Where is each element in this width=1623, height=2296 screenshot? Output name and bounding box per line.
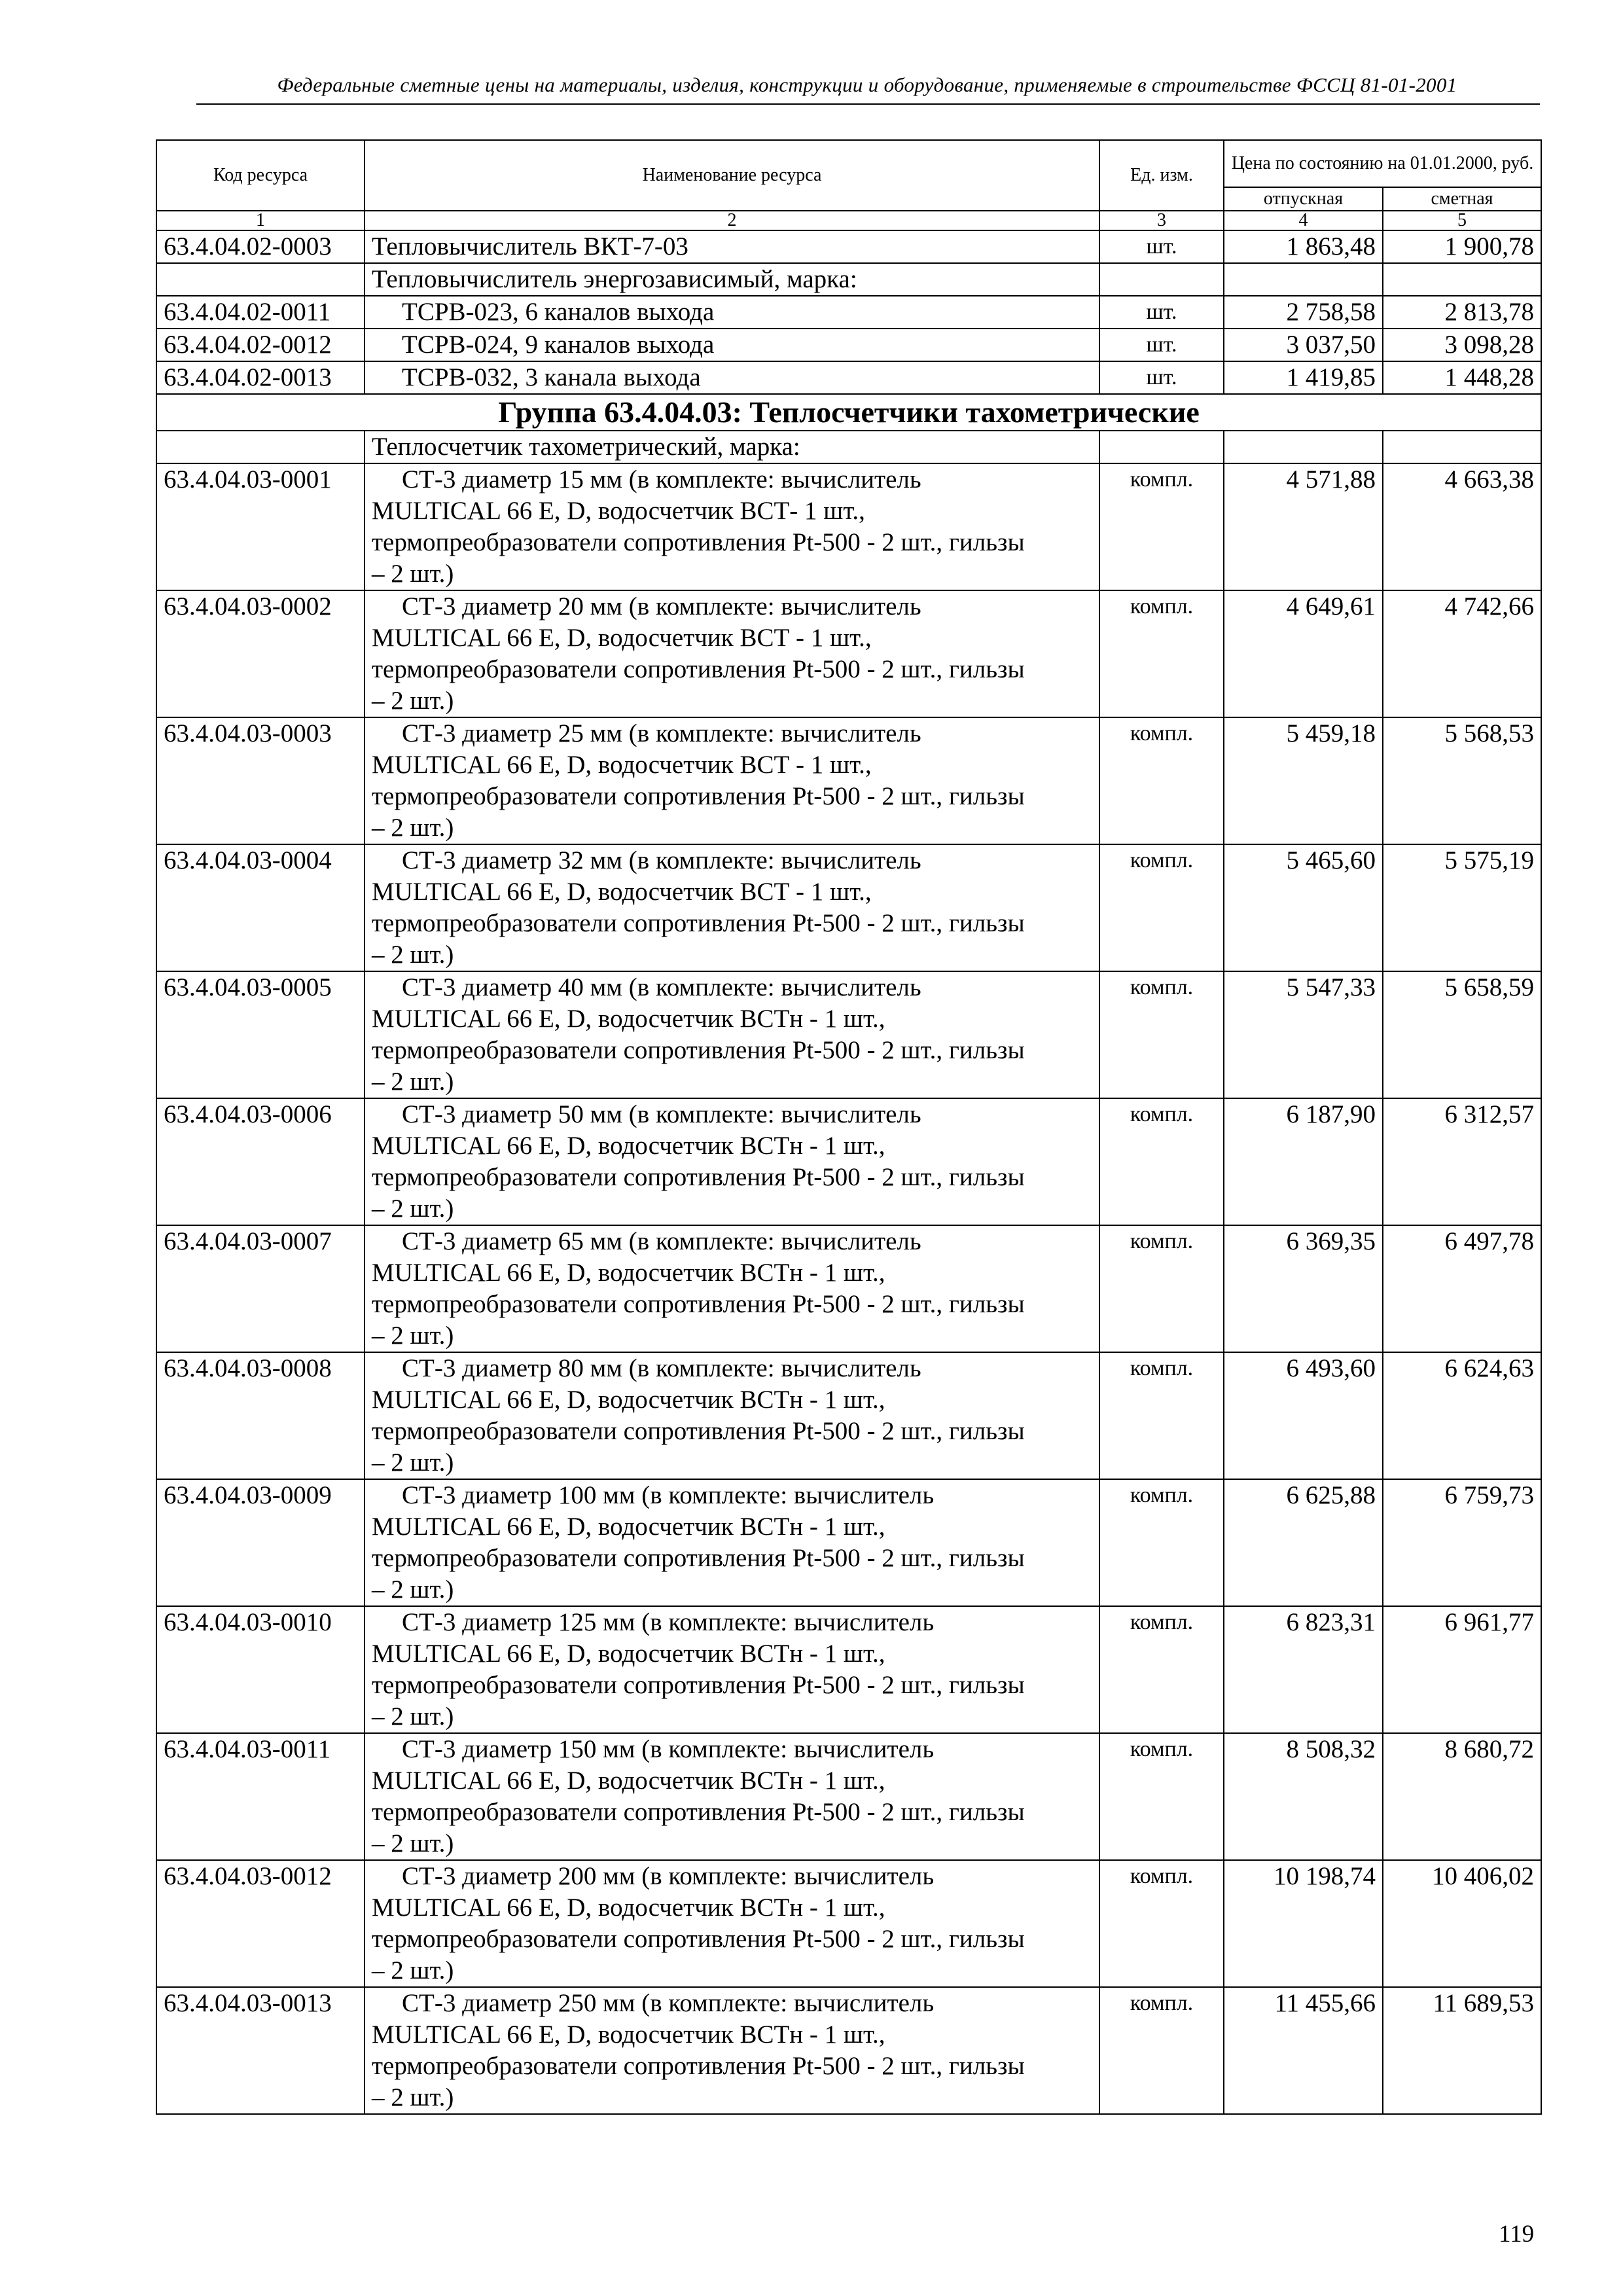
name-line: СТ-3 диаметр 65 мм (в комплекте: вычислитель [402,1227,921,1255]
running-header: Федеральные сметные цены на материалы, изделия, конструкции и оборудование, применяемые в строительстве ФССЦ 81-01-2001 [277,73,1457,96]
col-header-unit: Ед. изм. [1099,140,1224,211]
name-line: MULTICAL 66 E, D, водосчетчик ВСТн - 1 шт., [372,1893,885,1922]
table-row [156,1733,1541,1860]
column-number: 2 [365,211,1099,230]
resource-code: 63.4.04.03-0005 [156,971,365,1098]
resource-name: ТСРВ-024, 9 каналов выхода [365,329,1099,361]
release-price: 3 037,50 [1224,329,1383,361]
unit-cell: компл. [1099,844,1224,971]
column-number: 3 [1099,211,1224,230]
group-title-row [156,394,1541,431]
resource-code: 63.4.04.03-0011 [156,1733,365,1860]
table-row [156,1606,1541,1733]
table-row [156,1860,1541,1987]
estimate-price: 6 961,77 [1383,1606,1541,1733]
estimate-price: 5 658,59 [1383,971,1541,1098]
release-price: 6 823,31 [1224,1606,1383,1733]
name-line: MULTICAL 66 E, D, водосчетчик ВСТн - 1 шт., [372,1259,885,1287]
column-number-row [156,211,1541,230]
resource-name [365,1225,1099,1352]
subheading: Тепловычислитель энергозависимый, марка: [365,263,1099,296]
resource-code: 63.4.04.03-0006 [156,1098,365,1225]
name-line: термопреобразователи сопротивления Pt-500 - 2 шт., гильзы [372,655,1025,683]
resource-code: 63.4.04.02-0003 [156,230,365,263]
release-price: 11 455,66 [1224,1987,1383,2114]
unit-cell: компл. [1099,1225,1224,1352]
resource-name [365,717,1099,844]
name-line: термопреобразователи сопротивления Pt-500 - 2 шт., гильзы [372,1798,1025,1826]
resource-name [365,971,1099,1098]
resource-name [365,1479,1099,1606]
name-line: СТ-3 диаметр 40 мм (в комплекте: вычислитель [402,973,921,1001]
name-line: – 2 шт.) [372,560,454,588]
name-line: – 2 шт.) [372,1956,454,1984]
estimate-price: 6 312,57 [1383,1098,1541,1225]
name-line: термопреобразователи сопротивления Pt-500 - 2 шт., гильзы [372,1290,1025,1318]
name-line: – 2 шт.) [372,814,454,842]
release-price: 6 187,90 [1224,1098,1383,1225]
column-number: 5 [1383,211,1541,230]
page-number: 119 [1499,2221,1535,2248]
resource-code: 63.4.04.03-0012 [156,1860,365,1987]
release-price: 5 465,60 [1224,844,1383,971]
estimate-price: 11 689,53 [1383,1987,1541,2114]
table-row [156,717,1541,844]
name-line: – 2 шт.) [372,1321,454,1350]
name-line: MULTICAL 66 E, D, водосчетчик ВСТн - 1 шт., [372,1513,885,1541]
table-row [156,1098,1541,1225]
unit-cell: компл. [1099,1733,1224,1860]
name-line: MULTICAL 66 E, D, водосчетчик ВСТн - 1 шт., [372,1386,885,1414]
release-price: 10 198,74 [1224,1860,1383,1987]
name-line: СТ-3 диаметр 150 мм (в комплекте: вычислитель [402,1735,935,1763]
name-line: термопреобразователи сопротивления Pt-500 - 2 шт., гильзы [372,782,1025,810]
unit-cell: компл. [1099,1352,1224,1479]
name-line: – 2 шт.) [372,2083,454,2111]
col-header-code: Код ресурса [156,140,365,211]
resource-code: 63.4.04.03-0008 [156,1352,365,1479]
release-price: 6 493,60 [1224,1352,1383,1479]
estimate-price: 5 568,53 [1383,717,1541,844]
resource-name [365,590,1099,717]
estimate-price: 3 098,28 [1383,329,1541,361]
estimate-price: 5 575,19 [1383,844,1541,971]
estimate-price: 1 448,28 [1383,361,1541,394]
estimate-price: 6 624,63 [1383,1352,1541,1479]
unit-cell: компл. [1099,590,1224,717]
estimate-price: 4 742,66 [1383,590,1541,717]
resource-name [365,1606,1099,1733]
estimate-price: 10 406,02 [1383,1860,1541,1987]
name-line: – 2 шт.) [372,941,454,969]
release-price: 5 547,33 [1224,971,1383,1098]
name-line: MULTICAL 66 E, D, водосчетчик ВСТ - 1 шт., [372,878,872,906]
name-line: термопреобразователи сопротивления Pt-500 - 2 шт., гильзы [372,909,1025,937]
resource-code: 63.4.04.02-0013 [156,361,365,394]
table-row [156,361,1541,394]
name-line: – 2 шт.) [372,1702,454,1731]
name-line: СТ-3 диаметр 125 мм (в комплекте: вычислитель [402,1608,935,1636]
unit-cell: компл. [1099,1606,1224,1733]
table-row [156,1987,1541,2114]
name-line: – 2 шт.) [372,1067,454,1096]
resource-code: 63.4.04.03-0003 [156,717,365,844]
name-line: MULTICAL 66 E, D, водосчетчик ВСТ - 1 шт., [372,751,872,779]
col-header-name: Наименование ресурса [365,140,1099,211]
name-line: термопреобразователи сопротивления Pt-500 - 2 шт., гильзы [372,528,1025,556]
col-header-price-group: Цена по состоянию на 01.01.2000, руб. [1224,140,1541,187]
table-row [156,296,1541,329]
resource-name: Тепловычислитель ВКТ-7-03 [365,230,1099,263]
unit-cell: шт. [1099,230,1224,263]
unit-cell: компл. [1099,1860,1224,1987]
column-number: 1 [156,211,365,230]
name-line: термопреобразователи сопротивления Pt-500 - 2 шт., гильзы [372,1544,1025,1572]
resource-code: 63.4.04.03-0010 [156,1606,365,1733]
resource-code: 63.4.04.03-0013 [156,1987,365,2114]
name-line: термопреобразователи сопротивления Pt-500 - 2 шт., гильзы [372,1671,1025,1699]
release-price: 2 758,58 [1224,296,1383,329]
release-price: 8 508,32 [1224,1733,1383,1860]
name-line: – 2 шт.) [372,1448,454,1477]
table-row [156,844,1541,971]
resource-name [365,1352,1099,1479]
header-rule [196,103,1540,105]
group-title: Группа 63.4.04.03: Теплосчетчики тахометрические [156,394,1541,431]
resource-code: 63.4.04.03-0002 [156,590,365,717]
resource-name [365,844,1099,971]
unit-cell: шт. [1099,329,1224,361]
name-line: термопреобразователи сопротивления Pt-500 - 2 шт., гильзы [372,1417,1025,1445]
resource-code: 63.4.04.03-0009 [156,1479,365,1606]
name-line: MULTICAL 66 E, D, водосчетчик ВСТн - 1 шт., [372,1640,885,1668]
table-body [156,211,1541,2114]
table-row [156,1225,1541,1352]
resource-name [365,463,1099,590]
name-line: СТ-3 диаметр 250 мм (в комплекте: вычислитель [402,1989,935,2017]
resource-name [365,1987,1099,2114]
table-row [156,1479,1541,1606]
table-row [156,1352,1541,1479]
name-line: MULTICAL 66 E, D, водосчетчик ВСТн - 1 шт., [372,1767,885,1795]
name-line: термопреобразователи сопротивления Pt-500 - 2 шт., гильзы [372,1925,1025,1953]
unit-cell: компл. [1099,463,1224,590]
name-line: – 2 шт.) [372,1194,454,1223]
release-price: 4 571,88 [1224,463,1383,590]
name-line: СТ-3 диаметр 32 мм (в комплекте: вычислитель [402,846,921,874]
name-line: – 2 шт.) [372,1829,454,1857]
name-line: MULTICAL 66 E, D, водосчетчик ВСТн - 1 шт., [372,1132,885,1160]
name-line: СТ-3 диаметр 25 мм (в комплекте: вычислитель [402,719,921,747]
unit-cell: шт. [1099,296,1224,329]
subheading-row [156,431,1541,463]
name-line: термопреобразователи сопротивления Pt-500 - 2 шт., гильзы [372,2052,1025,2080]
release-price: 6 625,88 [1224,1479,1383,1606]
name-line: – 2 шт.) [372,1575,454,1604]
name-line: СТ-3 диаметр 20 мм (в комплекте: вычислитель [402,592,921,620]
release-price: 1 863,48 [1224,230,1383,263]
estimate-price: 2 813,78 [1383,296,1541,329]
name-line: СТ-3 диаметр 80 мм (в комплекте: вычислитель [402,1354,921,1382]
estimate-price: 8 680,72 [1383,1733,1541,1860]
name-line: – 2 шт.) [372,687,454,715]
release-price: 5 459,18 [1224,717,1383,844]
table-row [156,971,1541,1098]
name-line: MULTICAL 66 E, D, водосчетчик ВСТ - 1 шт., [372,624,872,652]
estimate-price: 4 663,38 [1383,463,1541,590]
table-row [156,463,1541,590]
unit-cell: компл. [1099,717,1224,844]
resource-name [365,1098,1099,1225]
resource-code: 63.4.04.02-0012 [156,329,365,361]
column-number: 4 [1224,211,1383,230]
name-line: СТ-3 диаметр 200 мм (в комплекте: вычислитель [402,1862,935,1890]
name-line: термопреобразователи сопротивления Pt-500 - 2 шт., гильзы [372,1163,1025,1191]
resource-name [365,1733,1099,1860]
unit-cell: компл. [1099,971,1224,1098]
resource-name: ТСРВ-023, 6 каналов выхода [365,296,1099,329]
estimate-price: 6 759,73 [1383,1479,1541,1606]
table-row [156,329,1541,361]
release-price: 1 419,85 [1224,361,1383,394]
estimate-price: 6 497,78 [1383,1225,1541,1352]
name-line: MULTICAL 66 E, D, водосчетчик ВСТн - 1 шт., [372,1005,885,1033]
name-line: MULTICAL 66 E, D, водосчетчик ВСТ- 1 шт., [372,497,865,525]
name-line: СТ-3 диаметр 15 мм (в комплекте: вычислитель [402,465,921,493]
unit-cell: компл. [1099,1098,1224,1225]
release-price: 4 649,61 [1224,590,1383,717]
table-row [156,590,1541,717]
subheading: Теплосчетчик тахометрический, марка: [365,431,1099,463]
table-row [156,230,1541,263]
unit-cell: шт. [1099,361,1224,394]
resource-code: 63.4.04.03-0001 [156,463,365,590]
name-line: СТ-3 диаметр 100 мм (в комплекте: вычислитель [402,1481,935,1509]
name-line: термопреобразователи сопротивления Pt-500 - 2 шт., гильзы [372,1036,1025,1064]
col-header-price-estimate: сметная [1383,187,1541,211]
subheading-row [156,263,1541,296]
name-line: СТ-3 диаметр 50 мм (в комплекте: вычислитель [402,1100,921,1128]
resource-name [365,1860,1099,1987]
resource-code: 63.4.04.02-0011 [156,296,365,329]
resource-code: 63.4.04.03-0004 [156,844,365,971]
resource-code: 63.4.04.03-0007 [156,1225,365,1352]
release-price: 6 369,35 [1224,1225,1383,1352]
resource-name: ТСРВ-032, 3 канала выхода [365,361,1099,394]
price-table [156,139,1542,2115]
unit-cell: компл. [1099,1987,1224,2114]
name-line: MULTICAL 66 E, D, водосчетчик ВСТн - 1 шт., [372,2020,885,2049]
unit-cell: компл. [1099,1479,1224,1606]
estimate-price: 1 900,78 [1383,230,1541,263]
col-header-price-release: отпускная [1224,187,1383,211]
